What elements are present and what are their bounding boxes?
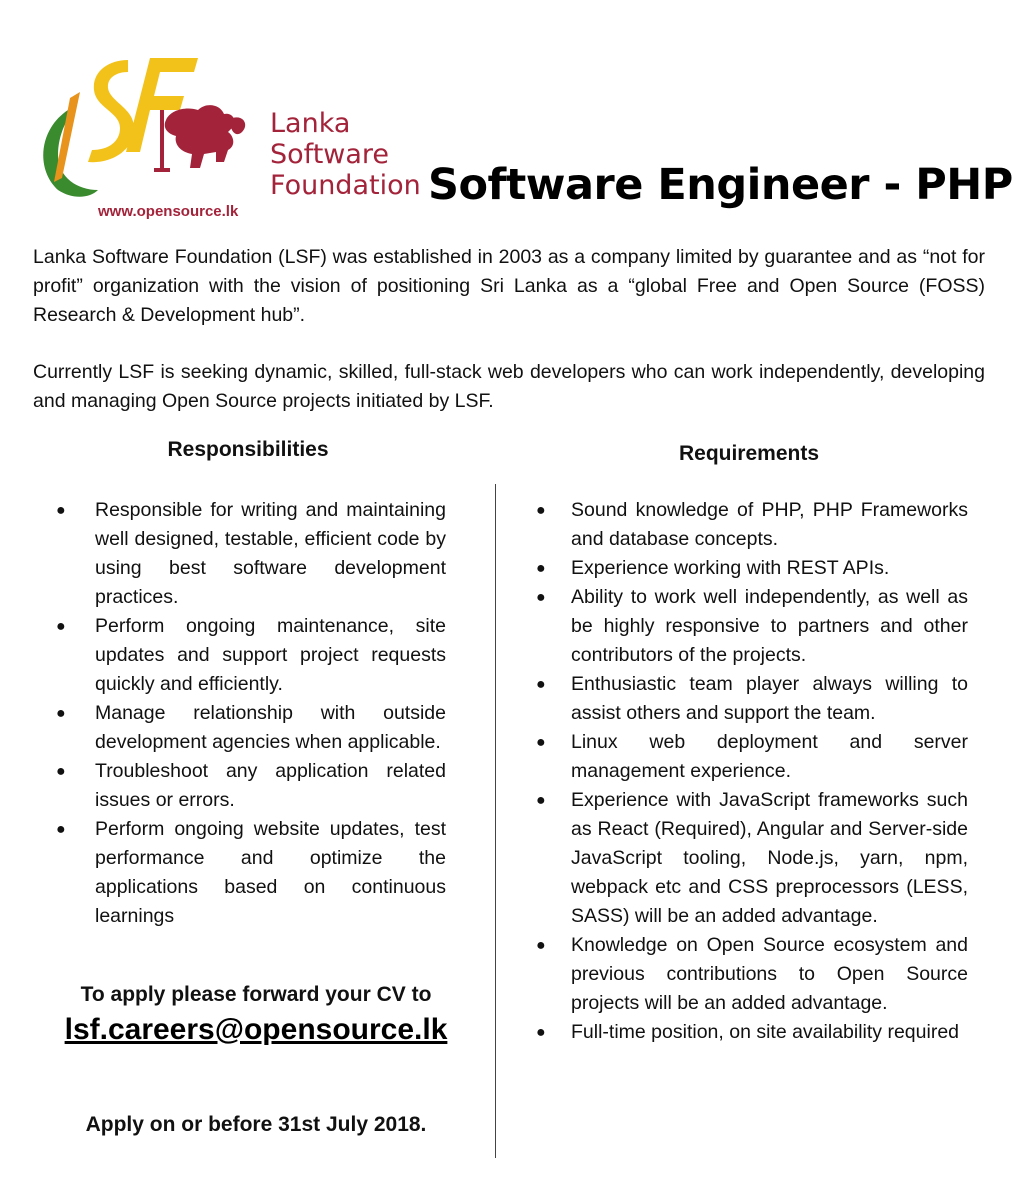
list-item-text: Experience working with REST APIs. bbox=[571, 557, 890, 579]
bullet-icon: ● bbox=[536, 589, 546, 606]
list-item bbox=[530, 554, 968, 583]
list-item bbox=[50, 612, 446, 699]
application-deadline: Apply on or before 31st July 2018. bbox=[85, 1113, 427, 1136]
list-item-text: Ability to work well independently, as well as be highly responsive to partners and other contributors of the projects. bbox=[571, 586, 968, 666]
list-item bbox=[50, 815, 446, 931]
list-item-text: Perform ongoing maintenance, site updates and support project requests quickly and efficiently. bbox=[95, 615, 446, 695]
list-item-text: Sound knowledge of PHP, PHP Frameworks and database concepts. bbox=[571, 499, 968, 550]
logo-website-url: www.opensource.lk bbox=[98, 203, 239, 220]
responsibilities-list bbox=[50, 496, 446, 931]
apply-instruction-text: To apply please forward your CV to bbox=[80, 983, 432, 1006]
column-divider bbox=[495, 484, 496, 1158]
list-item-text: Enthusiastic team player always willing to assist others and support the team. bbox=[571, 673, 968, 724]
list-item bbox=[530, 496, 968, 554]
bullet-icon: ● bbox=[536, 676, 546, 693]
org-name-line: Lanka bbox=[270, 108, 351, 139]
list-item-text: Perform ongoing website updates, test performance and optimize the applications based on continuous learnings bbox=[95, 818, 446, 927]
requirements-list bbox=[530, 496, 968, 1047]
bullet-icon: ● bbox=[536, 560, 546, 577]
list-item-text: Linux web deployment and server management experience. bbox=[571, 731, 968, 782]
bullet-icon: ● bbox=[536, 792, 546, 809]
job-title: Software Engineer - PHP bbox=[428, 160, 1013, 210]
list-item-text: Full-time position, on site availability required bbox=[571, 1021, 960, 1043]
responsibilities-heading: Responsibilities bbox=[167, 438, 329, 461]
org-name-line: Software bbox=[270, 139, 390, 170]
bullet-icon: ● bbox=[536, 1024, 546, 1041]
bullet-icon: ● bbox=[56, 763, 66, 780]
list-item-text: Troubleshoot any application related issues or errors. bbox=[95, 760, 446, 811]
bullet-icon: ● bbox=[536, 502, 546, 519]
list-item-text: Knowledge on Open Source ecosystem and previous contributions to Open Source projects will be an added advantage. bbox=[571, 934, 968, 1014]
list-item bbox=[50, 496, 446, 612]
bullet-icon: ● bbox=[536, 937, 546, 954]
intro-paragraph: Currently LSF is seeking dynamic, skilled, full-stack web developers who can work independently, developing and managing Open Source projects initiated by LSF. bbox=[33, 361, 985, 412]
requirements-column bbox=[530, 432, 968, 1047]
requirements-heading: Requirements bbox=[678, 442, 820, 465]
list-item-text: Manage relationship with outside development agencies when applicable. bbox=[95, 702, 446, 753]
document-header bbox=[0, 0, 1019, 240]
list-item bbox=[530, 1018, 968, 1047]
intro-paragraph: Lanka Software Foundation (LSF) was established in 2003 as a company limited by guarantee and as “not for profit” organization with the vision of positioning Sri Lanka as a “global Free and Open Source (FOSS) Research & Development hub”. bbox=[33, 246, 985, 326]
bullet-icon: ● bbox=[56, 821, 66, 838]
list-item bbox=[50, 699, 446, 757]
lsf-logo-mark-icon bbox=[28, 50, 268, 210]
list-item bbox=[530, 670, 968, 728]
responsibilities-column bbox=[50, 432, 446, 931]
careers-email-link[interactable]: lsf.careers@opensource.lk bbox=[64, 1013, 448, 1046]
list-item bbox=[530, 931, 968, 1018]
list-item bbox=[530, 786, 968, 931]
bullet-icon: ● bbox=[536, 734, 546, 751]
apply-instructions bbox=[40, 980, 472, 1050]
list-item bbox=[530, 728, 968, 786]
intro-section bbox=[33, 243, 985, 444]
list-item bbox=[50, 757, 446, 815]
organization-name bbox=[270, 108, 421, 201]
bullet-icon: ● bbox=[56, 502, 66, 519]
lsf-logo bbox=[28, 50, 421, 230]
bullet-icon: ● bbox=[56, 705, 66, 722]
list-item-text: Responsible for writing and maintaining well designed, testable, efficient code by using best software development practices. bbox=[95, 499, 446, 608]
bullet-icon: ● bbox=[56, 618, 66, 635]
list-item bbox=[530, 583, 968, 670]
org-name-line: Foundation bbox=[270, 170, 421, 201]
list-item-text: Experience with JavaScript frameworks such as React (Required), Angular and Server-side JavaScript tooling, Node.js, yarn, npm, webpack etc and CSS preprocessors (LESS, SASS) will be an added advantage. bbox=[571, 789, 968, 927]
